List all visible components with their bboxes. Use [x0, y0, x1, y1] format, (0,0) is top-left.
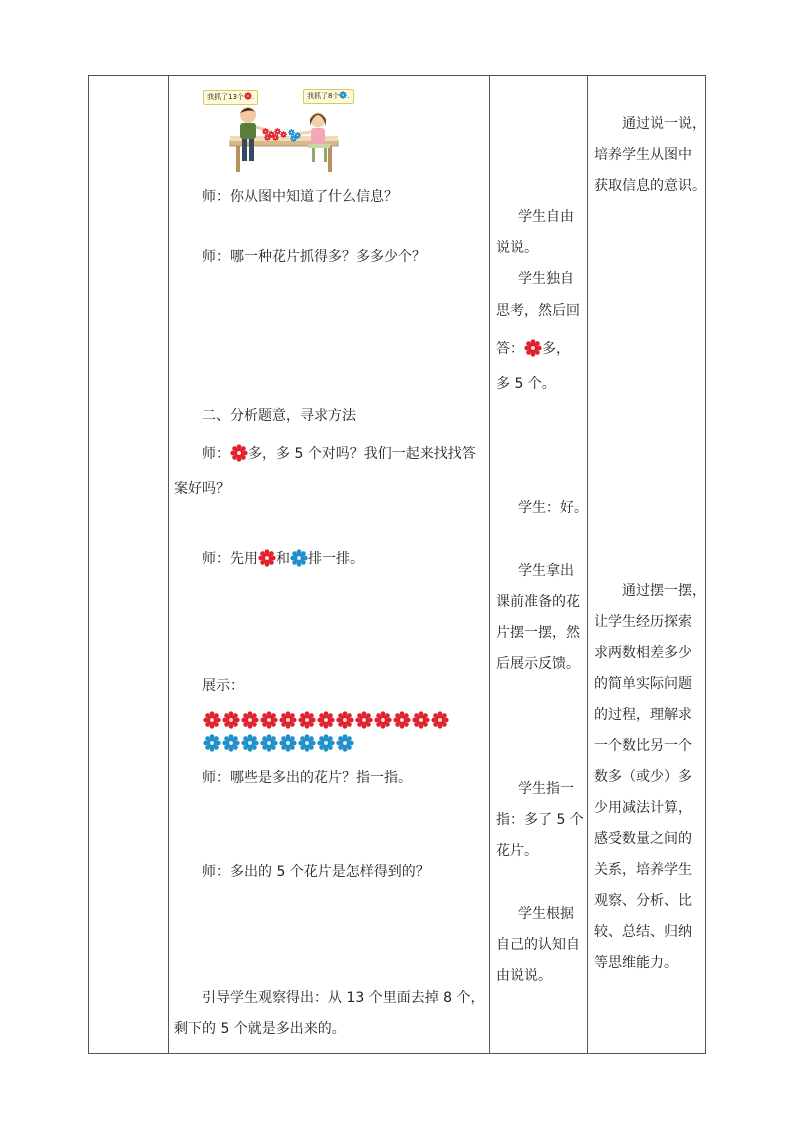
red-flower-icon [393, 711, 411, 729]
intent-2-line2: 让学生经历探索 [594, 614, 692, 630]
intent-2-line10: 关系，培养学生 [594, 862, 692, 878]
student-response-2-line1: 学生独自 [518, 271, 574, 287]
student-response-2-line3-suffix: 多， [542, 341, 570, 357]
student-response-5-line1: 学生指一 [518, 781, 574, 797]
student-response-1-line1: 学生自由 [518, 209, 574, 225]
student-response-4-line4: 后展示反馈。 [496, 656, 580, 672]
blue-flower-icon [290, 549, 308, 567]
intent-1-line1: 通过说一说， [622, 116, 706, 132]
blue-flower-icon [222, 734, 240, 752]
red-flower-icon [374, 711, 392, 729]
blue-flower-icon [203, 734, 221, 752]
student-response-1-line2: 说说。 [496, 240, 538, 256]
red-flower-icon [431, 711, 449, 729]
student-response-5-line2: 指：多了 5 个 [496, 812, 584, 828]
teacher-question-4-and: 和 [276, 551, 290, 567]
teacher-question-2: 师：哪一种花片抓得多？多多少个？ [202, 249, 426, 265]
intent-2-line4: 的简单实际问题 [594, 676, 692, 692]
intent-1-line2: 培养学生从图中 [594, 147, 692, 163]
intent-2-line5: 的过程，理解求 [594, 707, 692, 723]
intent-2-line1: 通过摆一摆， [622, 583, 706, 599]
red-flower-icon [241, 711, 259, 729]
intent-2-line6: 一个数比另一个 [594, 738, 692, 754]
red-flower-icon [258, 549, 276, 567]
blue-flower-icon [260, 734, 278, 752]
student-response-2-line3-prefix: 答： [496, 341, 524, 357]
boy-speech-bubble: 我抓了13个 . [203, 90, 258, 105]
teacher-question-3 [202, 444, 476, 464]
teacher-question-4 [202, 549, 364, 569]
classroom-illustration [200, 82, 370, 174]
red-flower-icon [355, 711, 373, 729]
red-flower-icon [317, 711, 335, 729]
student-response-4-line3: 片摆一摆，然 [496, 625, 580, 641]
intent-2-line13: 等思维能力。 [594, 955, 678, 971]
blue-flower-icon [317, 734, 335, 752]
teacher-question-3-text: 多，多 5 个对吗？我们一起来找找答 [248, 446, 476, 462]
intent-1-line3: 获取信息的意识。 [594, 178, 706, 194]
red-flower-icon [230, 444, 248, 462]
teacher-question-4-suffix: 排一排。 [308, 551, 364, 567]
red-flower-icon [412, 711, 430, 729]
red-flower-icon [298, 711, 316, 729]
red-flower-icon [260, 711, 278, 729]
student-response-4-line1: 学生拿出 [518, 563, 574, 579]
guide-line-1: 引导学生观察得出：从 13 个里面去掉 8 个， [202, 990, 485, 1006]
student-response-4-line2: 课前准备的花 [496, 594, 580, 610]
red-flower-icon [222, 711, 240, 729]
display-label: 展示： [202, 678, 244, 694]
intent-2-line11: 观察、分析、比 [594, 893, 692, 909]
girl-speech-bubble: 我抓了8个 . [303, 89, 354, 104]
student-response-6-line2: 自己的认知自 [496, 937, 580, 953]
teacher-question-5: 师：哪些是多出的花片？指一指。 [202, 770, 412, 786]
column-divider [587, 76, 588, 1053]
guide-line-2: 剩下的 5 个就是多出来的。 [174, 1021, 346, 1037]
red-flower-icon [524, 339, 542, 357]
teacher-question-4-prefix: 师：先用 [202, 551, 258, 567]
intent-2-line8: 少用减法计算， [594, 800, 692, 816]
red-flower-icon [336, 711, 354, 729]
student-response-6-line3: 由说说。 [496, 968, 552, 984]
column-divider [489, 76, 490, 1053]
teacher-question-3-line2: 案好吗？ [174, 481, 230, 497]
teacher-question-6: 师：多出的 5 个花片是怎样得到的？ [202, 864, 430, 880]
teacher-question-3-prefix: 师： [202, 446, 230, 462]
blue-flower-icon [279, 734, 297, 752]
student-response-3: 学生：好。 [518, 500, 588, 516]
intent-2-line9: 感受数量之间的 [594, 831, 692, 847]
intent-2-line12: 较、总结、归纳 [594, 924, 692, 940]
student-response-2-line3 [496, 339, 570, 359]
student-response-2-line4: 多 5 个。 [496, 376, 556, 392]
teacher-question-1: 师：你从图中知道了什么信息？ [202, 189, 398, 205]
red-flower-row [203, 711, 449, 729]
intent-2-line3: 求两数相差多少 [594, 645, 692, 661]
column-divider [168, 76, 169, 1053]
red-flower-icon [203, 711, 221, 729]
intent-2-line7: 数多（或少）多 [594, 769, 692, 785]
student-response-5-line3: 花片。 [496, 843, 538, 859]
red-flower-icon [279, 711, 297, 729]
section-2-title: 二、分析题意，寻求方法 [202, 408, 356, 424]
student-response-6-line1: 学生根据 [518, 906, 574, 922]
blue-flower-icon [241, 734, 259, 752]
blue-flower-row [203, 734, 354, 752]
student-response-2-line2: 思考，然后回 [496, 303, 580, 319]
blue-flower-icon [298, 734, 316, 752]
blue-flower-icon [336, 734, 354, 752]
children-at-table-image [200, 82, 370, 174]
